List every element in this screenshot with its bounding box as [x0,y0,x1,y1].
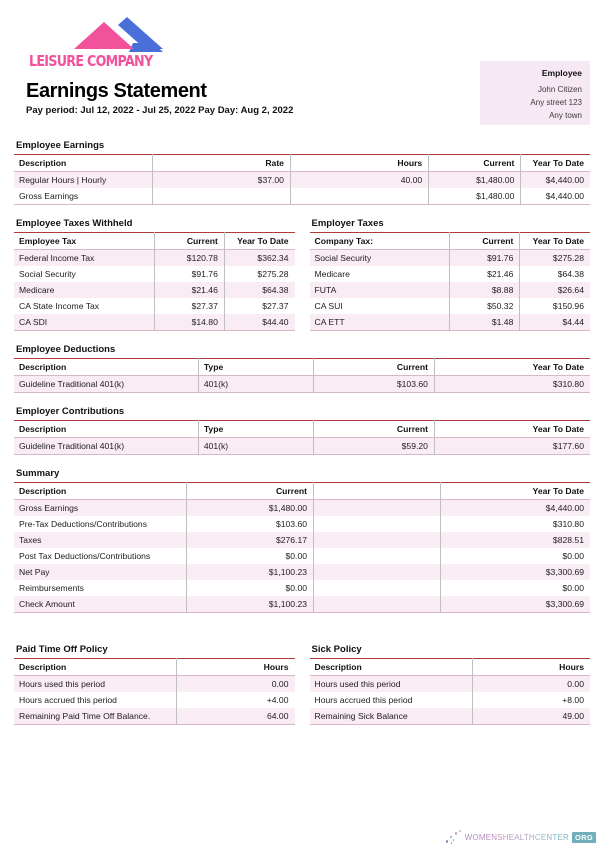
cell-description: Hours used this period [310,676,473,693]
table-header-row [310,659,591,676]
table-row [14,708,295,725]
table-row [14,266,295,282]
column-header: Current [314,421,435,438]
watermark-badge: ORG [572,832,596,843]
cell-current: $1,480.00 [429,188,521,205]
table-row [14,298,295,314]
cell-ytd: $310.80 [552,519,584,529]
table-row [310,708,591,725]
column-header: Current [314,359,435,376]
cell-tax-name: CA State Income Tax [14,298,154,314]
page-title: Earnings Statement [26,80,207,102]
cell-ytd: $64.38 [224,282,294,298]
employer-taxes-title: Employer Taxes [311,218,384,229]
pto-policy-table [14,658,295,725]
sick-policy-table [310,658,591,725]
table-header-row [14,483,590,500]
cell-current: $0.00 [187,548,314,564]
table-row [14,250,295,267]
cell-ytd: $362.34 [224,250,294,267]
cell-ytd: $4,440.00 [521,172,590,189]
table-row [14,188,590,205]
cell-description: Net Pay [14,564,187,580]
table-row [310,282,591,298]
cell-ytd: $275.28 [520,250,590,267]
cell-hours: +4.00 [266,695,289,705]
cell-hours: 0.00 [472,676,590,693]
cell-hours [290,188,428,205]
mountain-logo-icon [71,16,166,56]
table-row [14,172,590,189]
employer-contributions-table [14,420,590,455]
column-header: Description [14,155,152,172]
table-header-row [14,359,590,376]
table-row [14,376,590,393]
employee-box-title: Employee [541,68,582,78]
column-header: Hours [177,659,295,676]
column-header: Current [187,483,314,500]
cell-ytd: $4,440.00 [545,191,584,201]
column-header: Description [14,659,177,676]
cell-description: Guideline Traditional 401(k) [14,376,198,393]
cell-current: $8.88 [450,282,520,298]
cell-current: $59.20 [314,438,435,455]
cell-tax-name: Medicare [14,282,154,298]
table-row [310,692,591,708]
cell-spacer [314,548,441,564]
column-header: Current [450,233,520,250]
table-row [310,250,591,267]
column-header: Rate [152,155,290,172]
table-row [310,266,591,282]
table-row [14,314,295,331]
pto-policy-column [14,644,295,725]
table-header-row [14,233,295,250]
cell-current: $21.46 [450,266,520,282]
table-header-row [310,233,591,250]
sick-policy-section [310,644,591,725]
cell-current: $1,480.00 [187,500,314,517]
cell-description: Hours accrued this period [310,692,473,708]
cell-tax-name: Social Security [310,250,450,267]
company-logo-text: LEISURE COMPANY [29,52,153,70]
cell-current: $50.32 [450,298,520,314]
cell-description: Reimbursements [14,580,187,596]
employer-taxes-table [310,232,591,331]
cell-hours: 49.00 [472,708,590,725]
cell-current: $0.00 [187,580,314,596]
cell-ytd: $828.51 [440,532,590,548]
column-header: Year To Date [440,483,590,500]
employee-taxes-title: Employee Taxes Withheld [16,218,133,229]
cell-hours: 64.00 [177,708,295,725]
table-header-row [14,659,295,676]
employer-contributions-section [14,406,590,455]
cell-rate [152,188,290,205]
cell-current: $103.60 [314,376,435,393]
employee-taxes-section [14,218,295,331]
cell-tax-name: CA SDI [14,314,154,331]
cell-spacer [314,516,441,532]
table-row [14,516,590,532]
cell-ytd: $275.28 [257,269,289,279]
sick-policy-column [310,644,591,725]
cell-current: $1,100.23 [187,596,314,613]
column-header: Year To Date [520,233,590,250]
column-header: Employee Tax [14,233,154,250]
cell-ytd: $64.38 [557,269,584,279]
column-header: Type [198,359,313,376]
column-header: Current [154,233,224,250]
cell-tax-name: CA ETT [310,314,450,331]
column-header: Year To Date [224,233,294,250]
employee-deductions-table [14,358,590,393]
site-watermark [446,830,596,844]
column-header: Year To Date [434,421,590,438]
cell-ytd: $4,440.00 [440,500,590,517]
column-header: Hours [290,155,428,172]
table-row [14,438,590,455]
column-header: Hours [472,659,590,676]
table-header-row [14,155,590,172]
employee-taxes-column [14,218,295,331]
column-header: Description [14,421,198,438]
cell-ytd: $310.80 [434,376,590,393]
employee-deductions-section [14,344,590,393]
pay-period-line: Pay period: Jul 12, 2022 - Jul 25, 2022 Pay Day: Aug 2, 2022 [26,105,294,116]
cell-current: $14.80 [154,314,224,331]
table-header-row [14,421,590,438]
cell-current: $27.37 [154,298,224,314]
taxes-row [14,218,590,331]
employee-town: Any town [549,111,582,120]
cell-tax-name: Social Security [14,266,154,282]
column-header: Year To Date [521,155,590,172]
employee-info-box [480,61,590,125]
table-row [14,692,295,708]
column-header-empty [314,483,441,500]
cell-current: $1,100.23 [187,564,314,580]
table-row [310,314,591,331]
cell-ytd: $0.00 [562,583,584,593]
cell-ytd: $26.64 [520,282,590,298]
cell-current: $276.17 [187,532,314,548]
table-row [14,596,590,613]
employee-earnings-table [14,154,590,205]
cell-ytd: $4.44 [520,314,590,331]
cell-current: $120.78 [154,250,224,267]
cell-description: Hours accrued this period [14,692,177,708]
cell-current: $91.76 [450,250,520,267]
company-logo [26,16,166,74]
cell-ytd: $150.96 [552,301,584,311]
cell-spacer [314,532,441,548]
document-header [14,0,590,140]
cell-hours: 40.00 [290,172,428,189]
cell-description: Post Tax Deductions/Contributions [14,548,187,564]
cell-current: $1.48 [450,314,520,331]
cell-description: Gross Earnings [14,500,187,517]
cell-current: $21.46 [154,282,224,298]
cell-description: Remaining Sick Balance [310,708,473,725]
column-header: Company Tax: [310,233,450,250]
column-header: Description [310,659,473,676]
table-row [14,564,590,580]
employer-contributions-title: Employer Contributions [16,406,125,417]
summary-table [14,482,590,613]
table-row [14,580,590,596]
cell-description: Taxes [14,532,187,548]
employee-street: Any street 123 [530,98,582,107]
column-header: Current [429,155,521,172]
cell-hours: 0.00 [177,676,295,693]
employee-earnings-title: Employee Earnings [16,140,105,151]
employer-taxes-section [310,218,591,331]
table-row [310,676,591,693]
cell-spacer [314,580,441,596]
employee-earnings-section [14,140,590,205]
cell-description: Hours used this period [14,676,177,693]
summary-section [14,468,590,613]
cell-ytd: $44.40 [224,314,294,331]
column-header: Description [14,359,198,376]
cell-description: Remaining Paid Time Off Balance. [14,708,177,725]
cell-spacer [314,500,441,517]
cell-tax-name: Federal Income Tax [14,250,154,267]
cell-description: Check Amount [14,596,187,613]
table-row [14,676,295,693]
cell-spacer [314,596,441,613]
pto-policy-title: Paid Time Off Policy [16,644,108,655]
cell-current: $103.60 [187,516,314,532]
cell-description: Pre-Tax Deductions/Contributions [14,516,187,532]
table-row [14,548,590,564]
table-row [14,500,590,517]
cell-ytd: $177.60 [434,438,590,455]
cell-tax-name: Medicare [310,266,450,282]
cell-ytd: $3,300.69 [440,596,590,613]
pto-policy-section [14,644,295,725]
table-row [14,532,590,548]
column-header: Type [198,421,313,438]
column-header: Year To Date [434,359,590,376]
cell-hours: +8.00 [562,695,584,705]
cell-description: Gross Earnings [14,188,152,205]
column-header: Description [14,483,187,500]
cell-tax-name: CA SUI [310,298,450,314]
cell-ytd: $0.00 [562,551,584,561]
employee-name: John Citizen [537,85,582,94]
watermark-text: WOMENSHEALTHCENTER [464,832,570,842]
cell-description: Regular Hours | Hourly [14,172,152,189]
cell-description: Guideline Traditional 401(k) [14,438,198,455]
summary-title: Summary [16,468,60,479]
cell-current: $91.76 [154,266,224,282]
cell-ytd: $3,300.69 [440,564,590,580]
cell-tax-name: FUTA [310,282,450,298]
sick-policy-title: Sick Policy [311,644,362,655]
table-row [14,282,295,298]
cell-type: 401(k) [198,376,313,393]
cell-current: $1,480.00 [429,172,521,189]
employee-taxes-table [14,232,295,331]
table-row [310,298,591,314]
cell-rate: $37.00 [152,172,290,189]
employer-taxes-column [310,218,591,331]
cell-type: 401(k) [198,438,313,455]
policies-row [14,644,590,725]
employee-deductions-title: Employee Deductions [16,344,116,355]
cell-spacer [314,564,441,580]
cell-ytd: $27.37 [262,301,289,311]
dots-decoration-icon [446,830,462,844]
